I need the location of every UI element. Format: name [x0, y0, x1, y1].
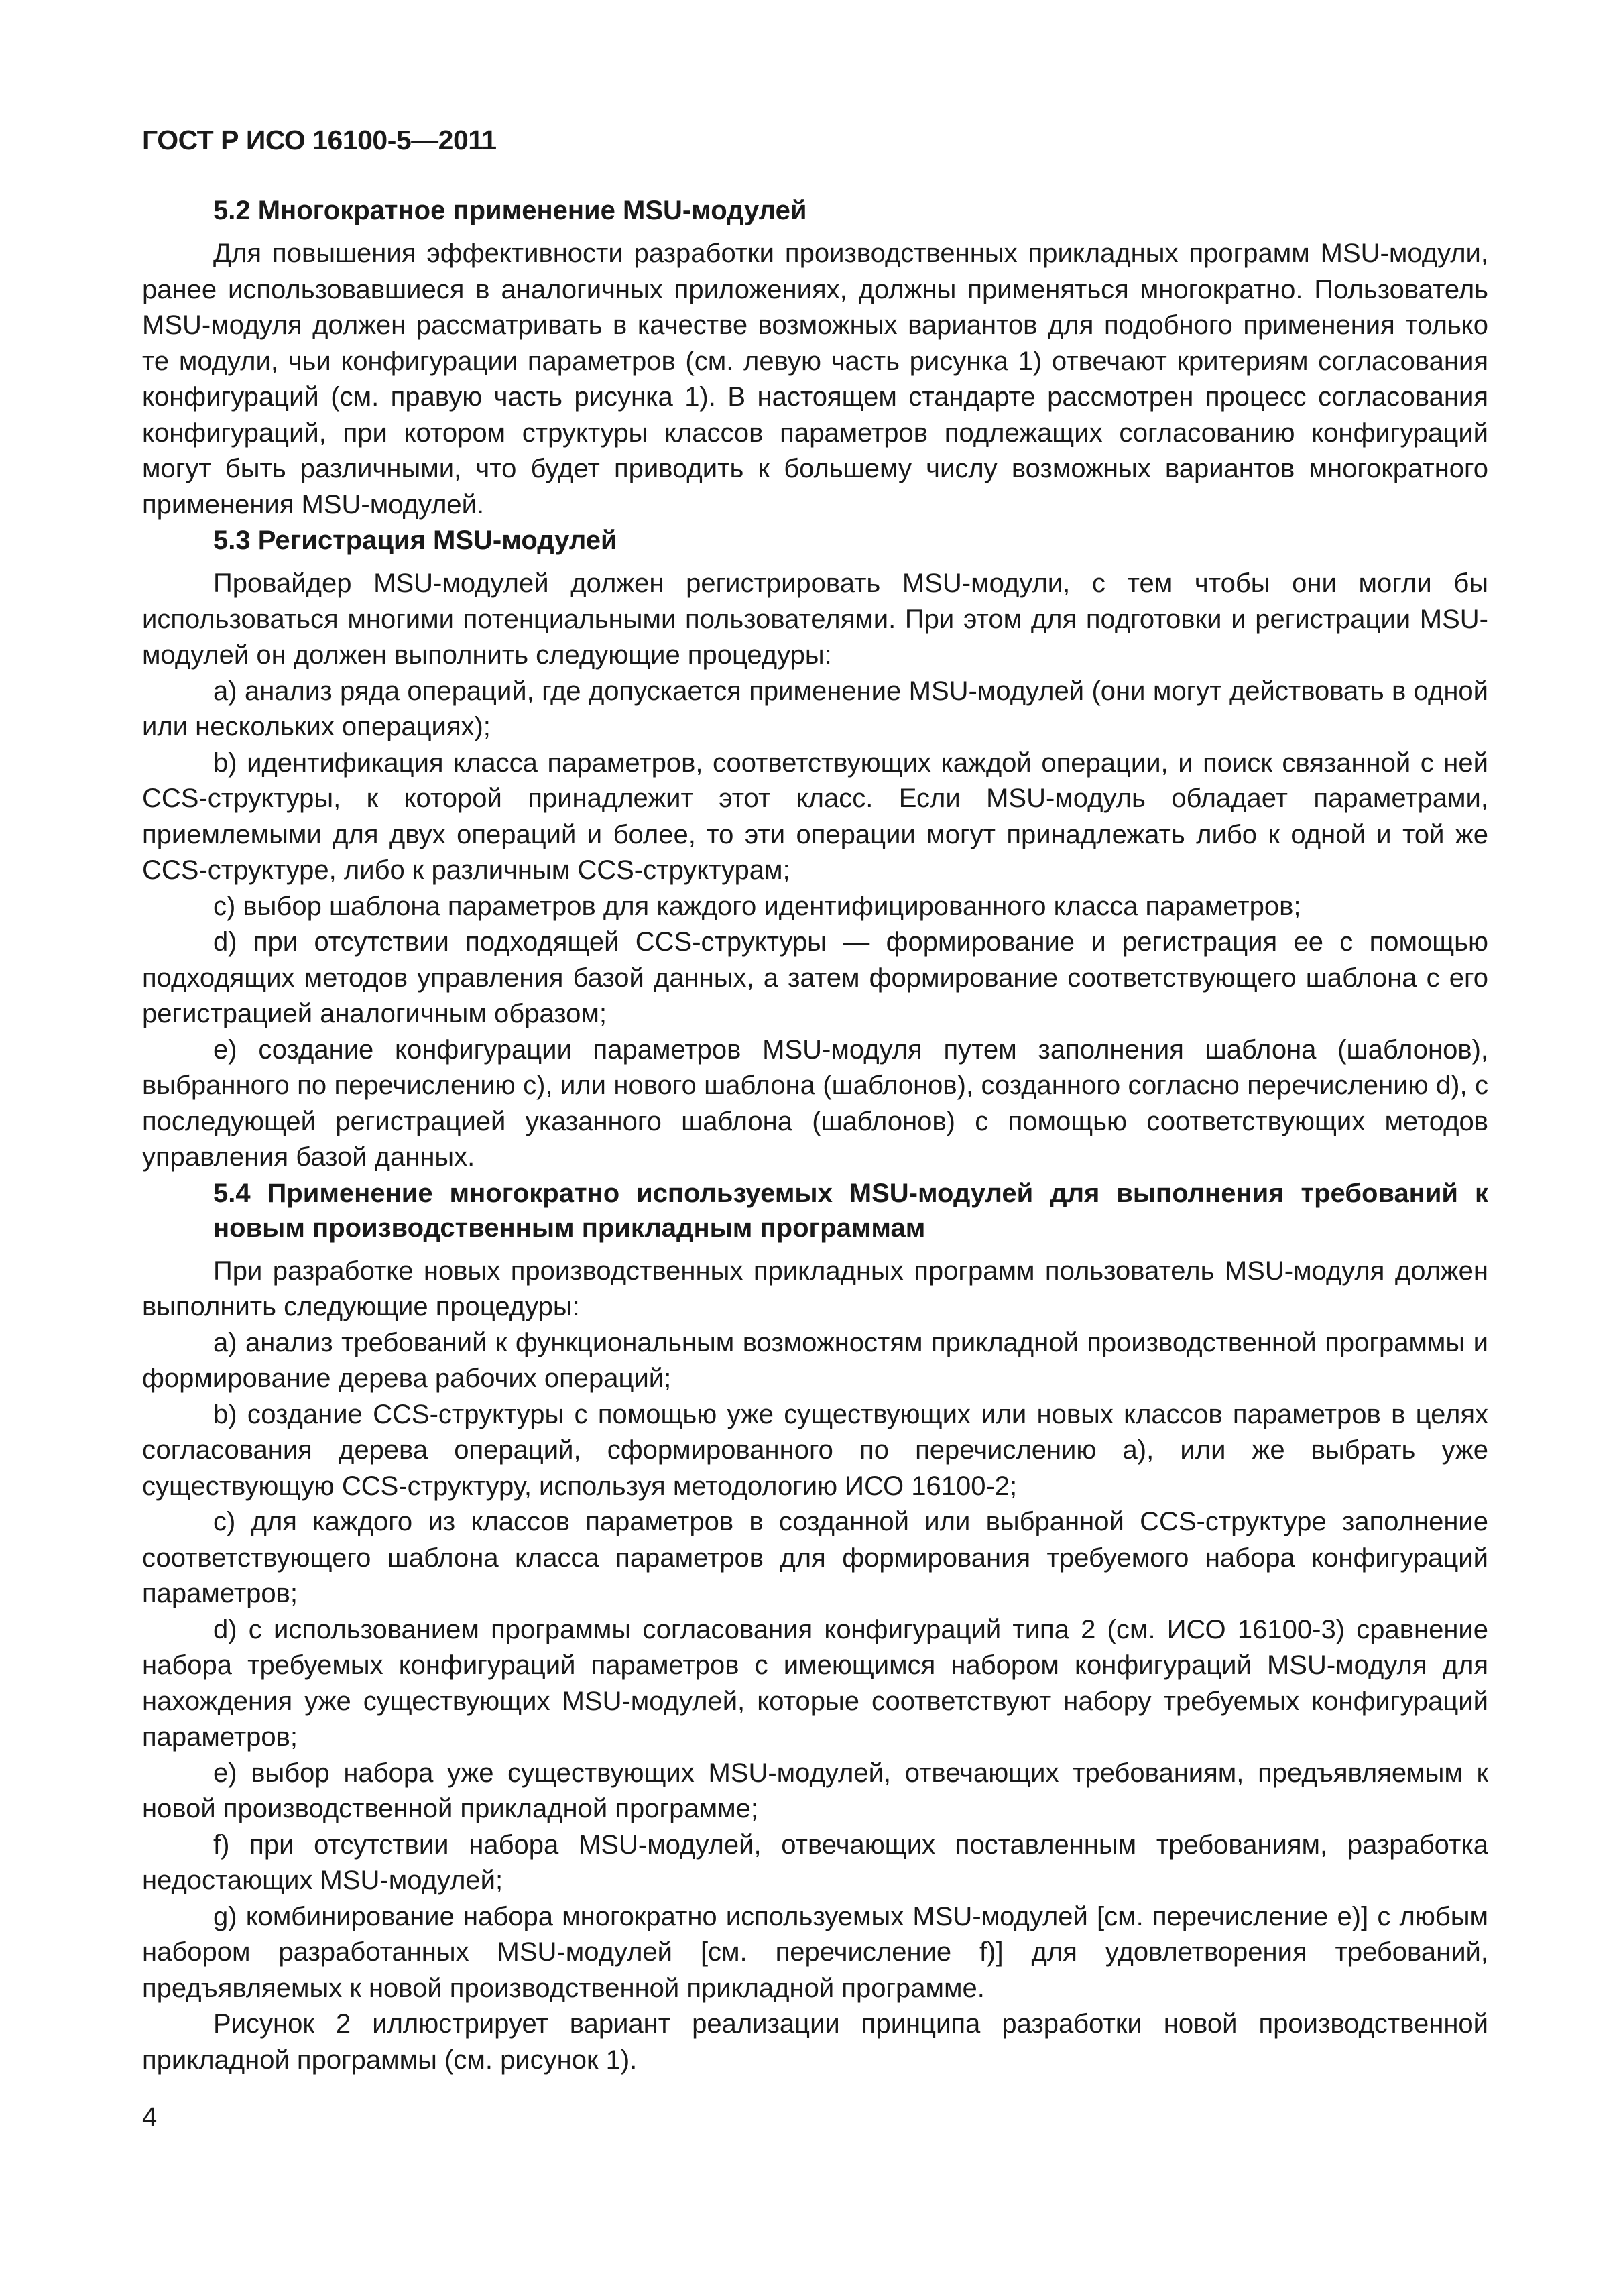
- section-5-2: [142, 193, 1488, 523]
- list-item: b) создание CCS-структуры с помощью уже существующих или новых классов параметров в целях согласования дерева операций, сформированного по перечислению a), или же выбрать уже существующую CCS-структуру, используя методологию ИСО 16100-2;: [142, 1399, 1488, 1501]
- section-heading: 5.2 Многократное применение MSU-модулей: [213, 196, 807, 225]
- paragraph: Для повышения эффективности разработки производственных прикладных программ MSU-модули, ранее использовавшиеся в аналогичных приложениях, должны применяться многократно. Пользователь MSU-модуля должен рассматривать в качестве возможных вариантов для подобного применения только те модули, чьи конфигурации параметров (см. левую часть рисунка 1) отвечают критериям согласования конфигураций (см. правую часть рисунка 1). В настоящем стандарте рассмотрен процесс согласования конфигураций, при котором структуры классов параметров подлежащих согласованию конфигураций могут быть различными, что будет приводить к большему числу возможных вариантов многократного применения MSU-модулей.: [142, 239, 1488, 520]
- paragraph: Провайдер MSU-модулей должен регистрировать MSU-модули, с тем чтобы они могли бы использоваться многими потенциальными пользователями. При этом для подготовки и регистрации MSU-модулей он должен выполнить следующие процедуры:: [142, 568, 1488, 670]
- list-item: d) с использованием программы согласования конфигураций типа 2 (см. ИСО 16100-3) сравнение набора требуемых конфигураций параметров с имеющимся набором конфигураций MSU-модуля для нахождения уже существующих MSU-модулей, которые соответствуют набору требуемых конфигураций параметров;: [142, 1614, 1488, 1752]
- document-header: ГОСТ Р ИСО 16100-5—2011: [142, 125, 497, 156]
- list-item: e) создание конфигурации параметров MSU-модуля путем заполнения шаблона (шаблонов), выбранного по перечислению c), или нового шаблона (шаблонов), созданного согласно перечислению d), с последующей регистрацией указанного шаблона (шаблонов) с помощью соответствующих методов управления базой данных.: [142, 1034, 1488, 1172]
- list-item: c) выбор шаблона параметров для каждого идентифицированного класса параметров;: [213, 891, 1301, 921]
- section-heading: 5.3 Регистрация MSU-модулей: [213, 526, 617, 555]
- list-item: d) при отсутствии подходящей CCS-структуры — формирование и регистрация ее с помощью подходящих методов управления базой данных, а затем формирование соответствующего шаблона с его регистрацией аналогичным образом;: [142, 927, 1488, 1028]
- document-body: [142, 193, 1488, 2078]
- list-item: e) выбор набора уже существующих MSU-модулей, отвечающих требованиям, предъявляемым к новой производственной прикладной программе;: [142, 1758, 1488, 1823]
- list-item: b) идентификация класса параметров, соответствующих каждой операции, и поиск связанной с ней CCS-структуры, к которой принадлежит этот класс. Если MSU-модуль обладает параметрами, приемлемыми для двух операций и более, то эти операции могут принадлежать либо к одной и той же CCS-структуре, либо к различным CCS-структурам;: [142, 747, 1488, 885]
- section-5-4: [142, 1176, 1488, 2079]
- section-heading: 5.4 Применение многократно используемых MSU-модулей для выполнения требований к новым производственным прикладным программам: [213, 1178, 1488, 1243]
- list-item: a) анализ требований к функциональным возможностям прикладной производственной программы и формирование дерева рабочих операций;: [142, 1327, 1488, 1393]
- paragraph: При разработке новых производственных прикладных программ пользователь MSU-модуля должен выполнить следующие процедуры:: [142, 1256, 1488, 1321]
- list-item: a) анализ ряда операций, где допускается применение MSU-модулей (они могут действовать в одной или нескольких операциях);: [142, 676, 1488, 741]
- list-item: f) при отсутствии набора MSU-модулей, отвечающих поставленным требованиям, разработка недостающих MSU-модулей;: [142, 1829, 1488, 1895]
- list-item: c) для каждого из классов параметров в созданной или выбранной CCS-структуре заполнение соответствующего шаблона класса параметров для формирования требуемого набора конфигураций параметров;: [142, 1507, 1488, 1608]
- section-5-3: [142, 523, 1488, 1176]
- page-number: 4: [142, 2102, 158, 2132]
- list-item: g) комбинирование набора многократно используемых MSU-модулей [см. перечисление e)] с любым набором разработанных MSU-модулей [см. перечисление f)] для удовлетворения требований, предъявляемых к новой производственной прикладной программе.: [142, 1901, 1488, 2003]
- paragraph: Рисунок 2 иллюстрирует вариант реализации принципа разработки новой производственной прикладной программы (см. рисунок 1).: [142, 2009, 1488, 2075]
